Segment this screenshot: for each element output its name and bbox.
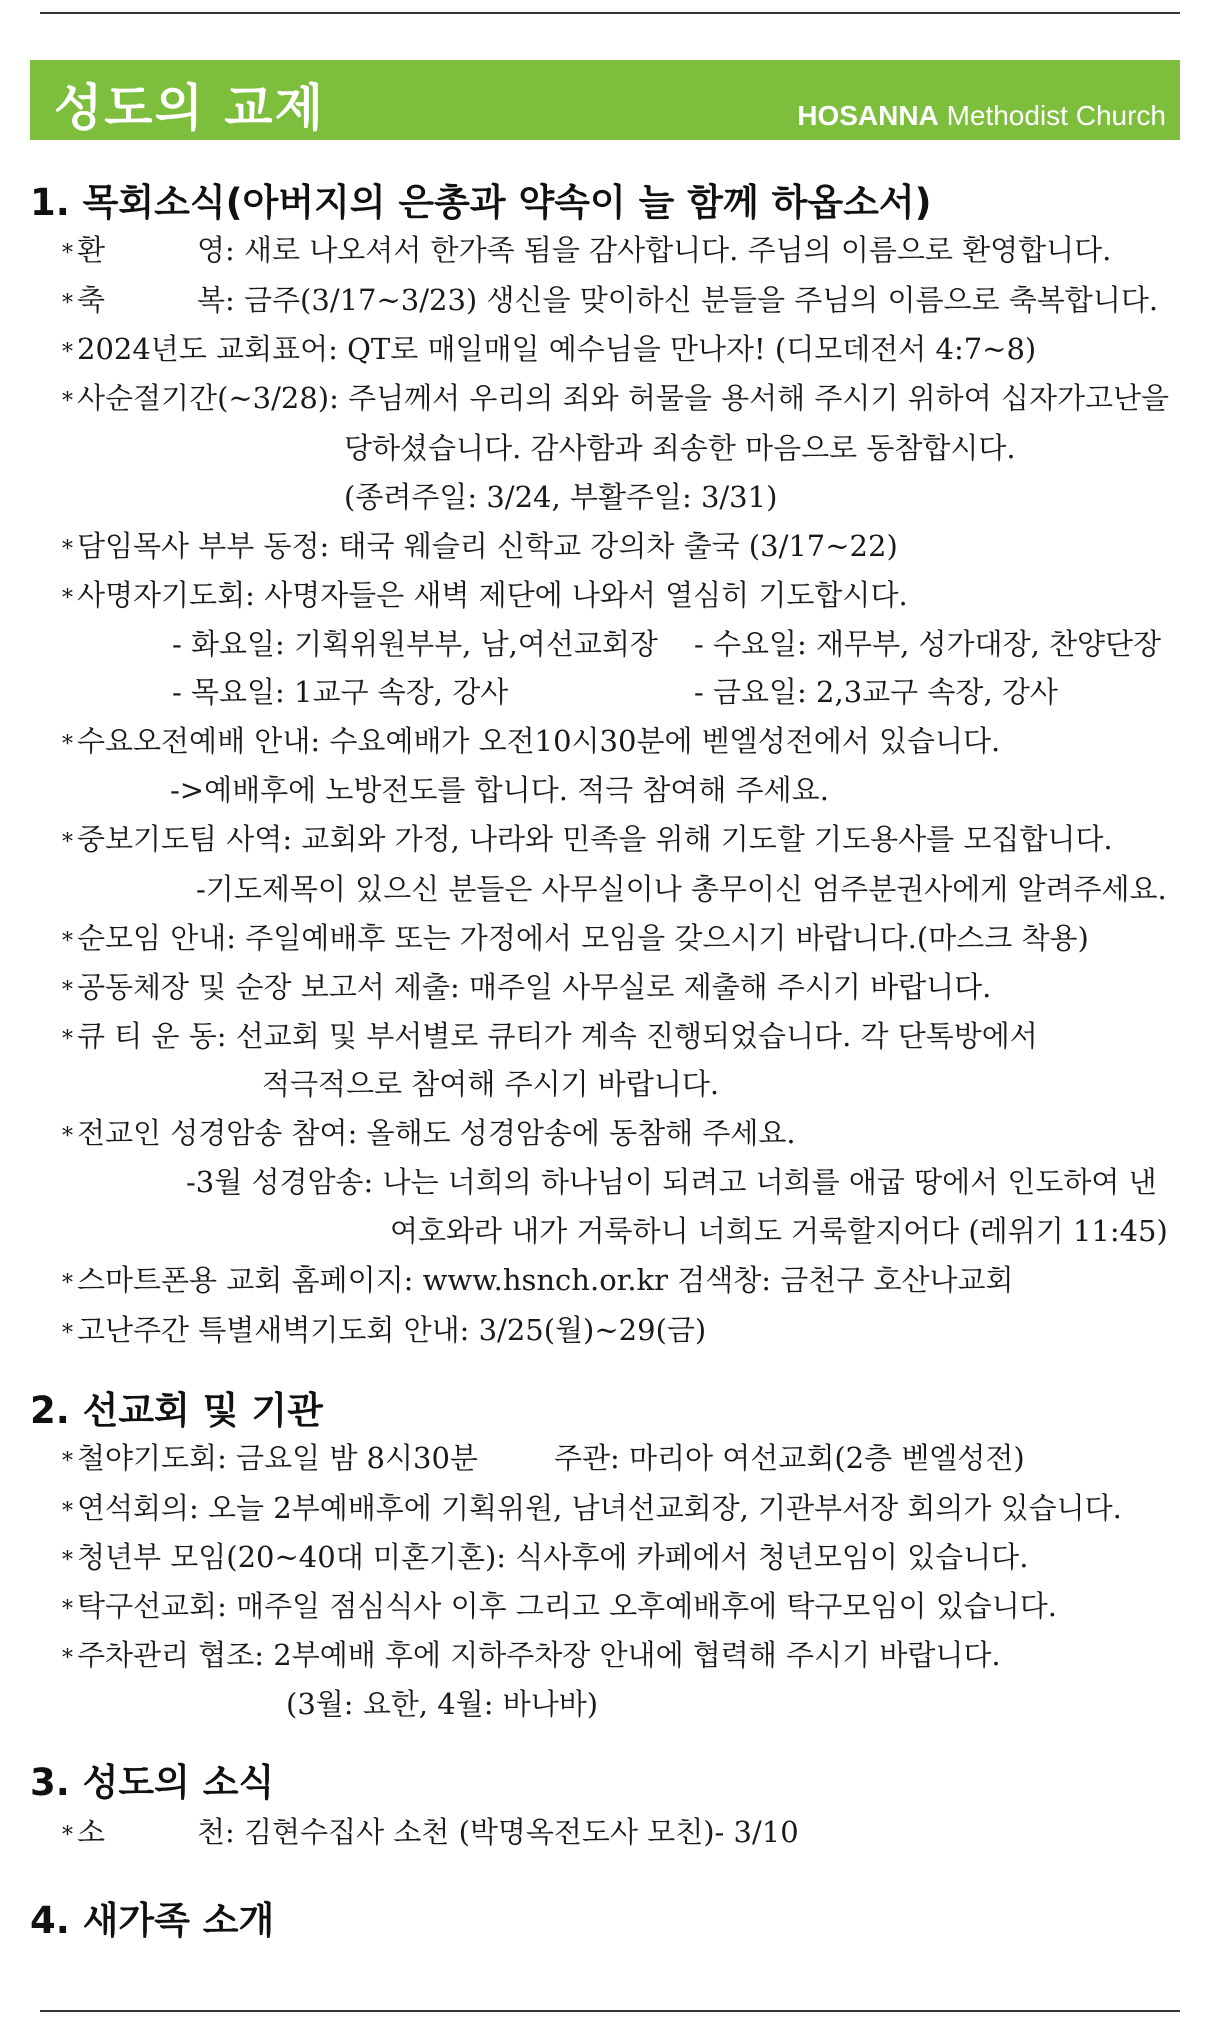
bullet-icon: * [62, 1449, 73, 1474]
bullet-icon: * [62, 586, 73, 611]
bullet-icon: * [62, 1027, 73, 1052]
bullet-icon: * [62, 241, 73, 266]
notice-blessing [62, 282, 1158, 322]
notice-text: 새로 나오셔서 한가족 됨을 감사합니다. 주님의 이름으로 환영합니다. [244, 233, 1112, 267]
bullet-icon: * [62, 1548, 73, 1573]
bullet-icon: * [62, 1646, 73, 1671]
notice-label: 복: [197, 283, 235, 317]
notice-cell-group: * 순모임 안내: 주일예배후 또는 가정에서 모임을 갖으시기 바랍니다.(마스크 착용) [62, 921, 1089, 955]
bullet-icon: * [62, 340, 73, 365]
notice-label: 축 [77, 283, 106, 317]
top-rule [40, 12, 1180, 14]
notice-homepage: * 스마트폰용 교회 홈페이지: www.hsnch.or.kr 검색창: 금천구 호산나교회 [62, 1263, 1014, 1297]
bullet-icon: * [62, 1823, 73, 1848]
notice-welcome [62, 232, 1111, 272]
prayer-tuesday: - 화요일: 기획위원부부, 남,여선교회장 [172, 627, 658, 661]
notice-table-tennis: * 탁구선교회: 매주일 점심식사 이후 그리고 오후예배후에 탁구모임이 있습니다. [62, 1589, 1057, 1623]
notice-motto: * 2024년도 교회표어: QT로 매일매일 예수님을 만나자! (디모데전서 4:7~8) [62, 332, 1037, 366]
church-name [797, 100, 1166, 132]
notice-lent: * 사순절기간(~3/28): 주님께서 우리의 죄와 허물을 용서해 주시기 위하여 십자가고난을 [62, 381, 1170, 415]
notice-passing [62, 1814, 799, 1854]
section-1-title: 1. 목회소식(아버지의 은총과 약속이 늘 함께 하옵소서) [30, 181, 932, 224]
prayer-thursday: - 목요일: 1교구 속장, 강사 [172, 675, 509, 709]
notice-label: 소 [77, 1815, 106, 1849]
notice-lent-dates: (종려주일: 3/24, 부활주일: 3/31) [344, 480, 778, 514]
notice-label: 환 [77, 233, 106, 267]
notice-text: 김현수집사 소천 (박명옥전도사 모친)- 3/10 [244, 1815, 799, 1849]
prayer-wednesday: - 수요일: 재무부, 성가대장, 찬양단장 [694, 627, 1162, 661]
notice-qt-cont: 적극적으로 참여해 주시기 바랍니다. [262, 1067, 720, 1101]
notice-wednesday-service: * 수요오전예배 안내: 수요예배가 오전10시30분에 벧엘성전에서 있습니다. [62, 724, 1001, 758]
notice-passion-week: * 고난주간 특별새벽기도회 안내: 3/25(월)~29(금) [62, 1313, 707, 1347]
notice-scripture-verse: -3월 성경암송: 나는 너희의 하나님이 되려고 너희를 애굽 땅에서 인도하여 낸 [186, 1165, 1157, 1199]
prayer-friday: - 금요일: 2,3교구 속장, 강사 [694, 675, 1058, 709]
notice-label: 영: [197, 233, 235, 267]
notice-report: * 공동체장 및 순장 보고서 제출: 매주일 사무실로 제출해 주시기 바랍니다. [62, 970, 992, 1004]
bullet-icon: * [62, 1321, 73, 1346]
section-header-bar [30, 60, 1180, 140]
notice-scripture: * 전교인 성경암송 참여: 올해도 성경암송에 동참해 주세요. [62, 1116, 796, 1150]
notice-qt: * 큐 티 운 동: 선교회 및 부서별로 큐티가 계속 진행되었습니다. 각 단톡방에서 [62, 1019, 1038, 1053]
church-name-rest: Methodist Church [946, 100, 1166, 131]
bullet-icon: * [62, 978, 73, 1003]
notice-joint-meeting: * 연석회의: 오늘 2부예배후에 기획위원, 남녀선교회장, 기관부서장 회의가 있습니다. [62, 1491, 1122, 1525]
page-title: 성도의 교제 [54, 79, 325, 137]
notice-allnight-prayer: * 철야기도회: 금요일 밤 8시30분 [62, 1441, 478, 1475]
notice-parking: * 주차관리 협조: 2부예배 후에 지하주차장 안내에 협력해 주시기 바랍니다. [62, 1638, 1001, 1672]
notice-parking-cont: (3월: 요한, 4월: 바나바) [286, 1687, 599, 1721]
section-2-title: 2. 선교회 및 기관 [30, 1389, 323, 1432]
bullet-icon: * [62, 1597, 73, 1622]
bullet-icon: * [62, 1499, 73, 1524]
notice-intercession: * 중보기도팀 사역: 교회와 가정, 나라와 민족을 위해 기도할 기도용사를 모집합니다. [62, 822, 1113, 856]
bottom-rule [40, 2010, 1180, 2012]
notice-intercession-cont: -기도제목이 있으신 분들은 사무실이나 총무이신 엄주분권사에게 알려주세요. [196, 872, 1167, 906]
section-4-title: 4. 새가족 소개 [30, 1899, 275, 1942]
bullet-icon: * [62, 1271, 73, 1296]
notice-text: 금주(3/17~3/23) 생신을 맞이하신 분들을 주님의 이름으로 축복합니다. [244, 283, 1159, 317]
bullet-icon: * [62, 537, 73, 562]
notice-prayer: * 사명자기도회: 사명자들은 새벽 제단에 나와서 열심히 기도합시다. [62, 578, 908, 612]
notice-wednesday-cont: ->예배후에 노방전도를 합니다. 적극 참여해 주세요. [170, 773, 829, 807]
notice-label: 천: [197, 1815, 235, 1849]
notice-allnight-host: 주관: 마리아 여선교회(2층 벧엘성전) [554, 1441, 1025, 1475]
bullet-icon: * [62, 291, 73, 316]
notice-lent-cont: 당하셨습니다. 감사함과 죄송한 마음으로 동참합시다. [344, 431, 1016, 465]
bullet-icon: * [62, 732, 73, 757]
section-3-title: 3. 성도의 소식 [30, 1761, 275, 1804]
notice-scripture-verse-cont: 여호와라 내가 거룩하니 너희도 거룩할지어다 (레위기 11:45) [390, 1214, 1168, 1248]
bullet-icon: * [62, 929, 73, 954]
church-name-bold: HOSANNA [797, 100, 939, 131]
notice-pastor: * 담임목사 부부 동정: 태국 웨슬리 신학교 강의차 출국 (3/17~22) [62, 529, 898, 563]
bullet-icon: * [62, 389, 73, 414]
notice-youth: * 청년부 모임(20~40대 미혼기혼): 식사후에 카페에서 청년모임이 있습니다. [62, 1540, 1029, 1574]
bullet-icon: * [62, 1124, 73, 1149]
bullet-icon: * [62, 830, 73, 855]
